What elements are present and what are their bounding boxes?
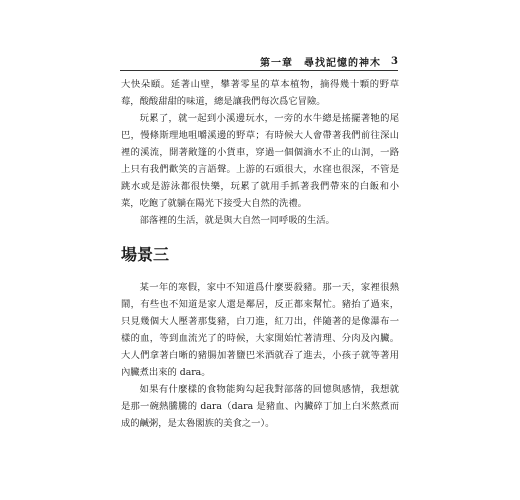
- paragraph: 大快朵頤。延著山壁，攀著零星的草本植物，摘得幾十顆的野草莓，酸酸甜甜的味道，總是讓我們每次爲它冒險。: [121, 79, 399, 107]
- section-heading: 場景三: [121, 245, 170, 264]
- chapter-title: 第一章 尋找記憶的神木: [260, 57, 382, 69]
- paragraph: 部落裡的生活，就是與大自然一同呼吸的生活。: [139, 215, 335, 226]
- header-rule: [120, 70, 398, 71]
- paragraph: 玩累了，就一起到小溪邊玩水，一旁的水牛總是搖擺著牠的尾巴，慢條斯理地咀嚼溪邊的野草；有時候大人會帶著我們前往深山裡的溪流，開著敞篷的小貨車，穿過一個個滴水不止的山洞，一路上只有我們歡笑的言語聲。上游的石頭很大，水窪也很深，不管是跳水或是游泳都很快樂，玩累了就用手抓著我們帶來的白飯和小菜，吃飽了就躺在陽光下接受大自然的洗禮。: [121, 113, 399, 209]
- page-body: [121, 76, 399, 432]
- page-number: 3: [391, 55, 398, 67]
- running-header: [120, 53, 398, 69]
- paragraph: 某一年的寒假，家中不知道爲什麼要殺豬。那一天，家裡很熱鬧，有些也不知道是家人還是鄰居，反正都來幫忙。豬抬了過來，只見幾個大人壓著那隻豬，白刀進，紅刀出，伴隨著的是像瀑布一樣的血，等到血流光了的時候，大家開始忙著清理、分肉及內臟。大人們拿著白晰的豬腸加著鹽巴米酒就吞了進去，小孩子就等著用內臟煮出來的 dara。: [121, 282, 399, 378]
- paragraph: 如果有什麼樣的食物能夠勾起我對部落的回憶與感情，我想就是那一碗熱騰騰的 dara（dara 是豬血、內臟碎丁加上白米熬煮而成的鹹粥，是太魯閣族的美食之一）。: [121, 384, 399, 429]
